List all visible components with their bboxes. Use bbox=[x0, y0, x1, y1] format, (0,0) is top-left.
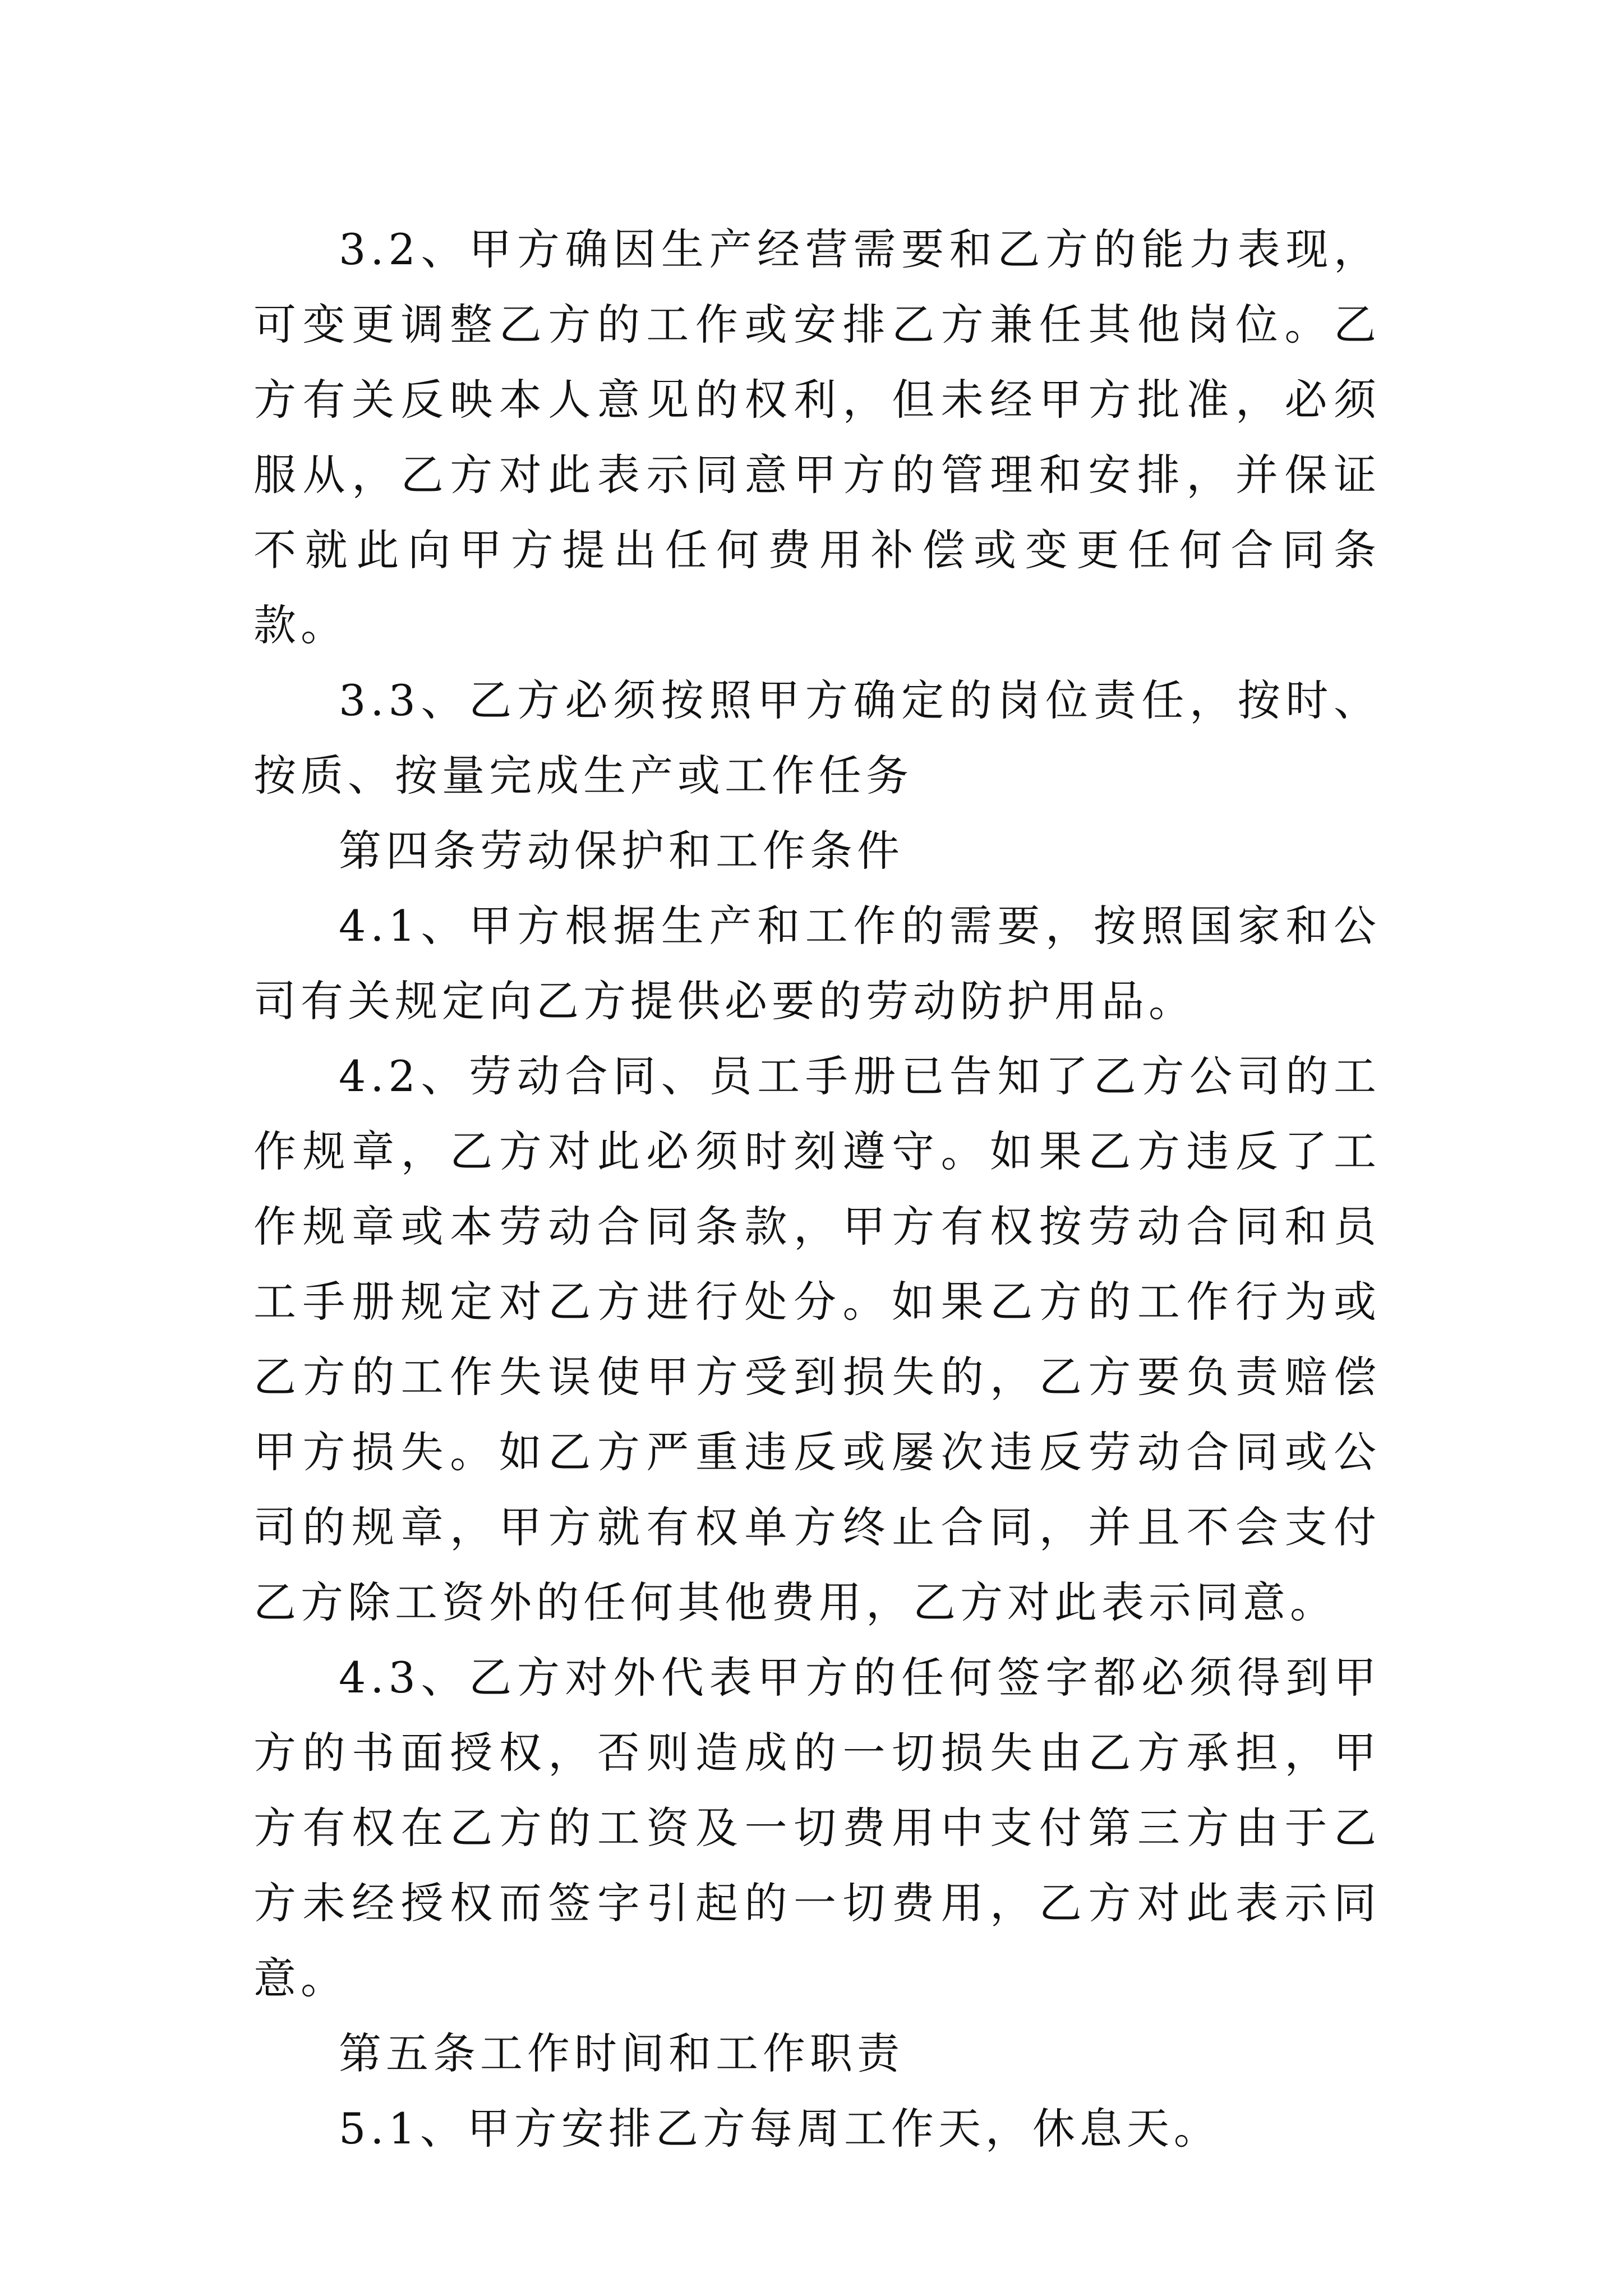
paragraph-4-1: 4.1、甲方根据生产和工作的需要，按照国家和公司有关规定向乙方提供必要的劳动防护用品。 bbox=[253, 901, 1381, 1026]
paragraph-5-1: 5.1、甲方安排乙方每周工作天，休息天。 bbox=[339, 2104, 1221, 2154]
document-body bbox=[253, 212, 1381, 2166]
paragraph-3-3: 3.3、乙方必须按照甲方确定的岗位责任，按时、按质、按量完成生产或工作任务 bbox=[253, 675, 1381, 800]
section-heading-4: 第四条劳动保护和工作条件 bbox=[339, 826, 904, 876]
paragraph-4-2: 4.2、劳动合同、员工手册已告知了乙方公司的工作规章，乙方对此必须时刻遵守。如果乙方违反了工作规章或本劳动合同条款，甲方有权按劳动合同和员工手册规定对乙方进行处分。如果乙方的工作行为或乙方的工作失误使甲方受到损失的，乙方要负责赔偿甲方损失。如乙方严重违反或屡次违反劳动合同或公司的规章，甲方就有权单方终止合同，并且不会支付乙方除工资外的任何其他费用，乙方对此表示同意。 bbox=[253, 1051, 1381, 1627]
paragraph-4-3: 4.3、乙方对外代表甲方的任何签字都必须得到甲方的书面授权，否则造成的一切损失由乙方承担，甲方有权在乙方的工资及一切费用中支付第三方由于乙方未经授权而签字引起的一切费用，乙方对此表示同意。 bbox=[253, 1653, 1381, 2003]
section-heading-5: 第五条工作时间和工作职责 bbox=[339, 2028, 904, 2078]
paragraph-3-2: 3.2、甲方确因生产经营需要和乙方的能力表现，可变更调整乙方的工作或安排乙方兼任其他岗位。乙方有关反映本人意见的权利，但未经甲方批准，必须服从，乙方对此表示同意甲方的管理和安排，并保证不就此向甲方提出任何费用补偿或变更任何合同条款。 bbox=[253, 224, 1381, 650]
